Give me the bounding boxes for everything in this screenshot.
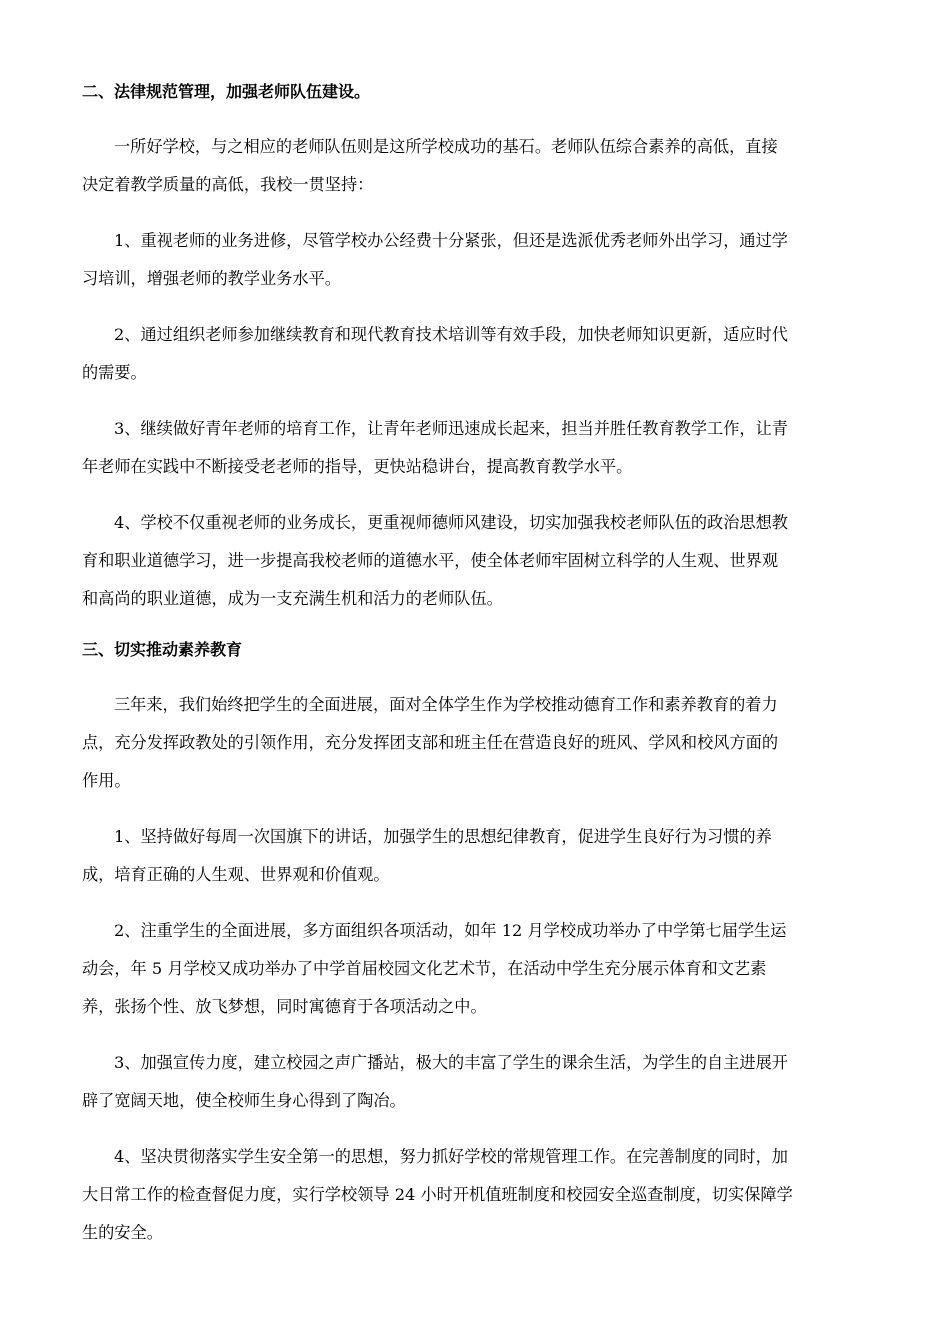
- paragraph-line: 三年来，我们始终把学生的全面进展，面对全体学生作为学校推动德育工作和素养教育的着力: [114, 695, 778, 714]
- paragraph-line: 作用。: [82, 771, 131, 790]
- section-heading: 二、法律规范管理，加强老师队伍建设。: [82, 82, 371, 101]
- paragraph: [82, 1044, 866, 1120]
- paragraph-line: 习培训，增强老师的教学业务水平。: [82, 269, 341, 288]
- paragraph-line: 大日常工作的检查督促力度，实行学校领导 24 小时开机值班制度和校园安全巡查制度，切实保障学: [82, 1185, 793, 1204]
- paragraph-line: 年老师在实践中不断接受老老师的指导，更快站稳讲台，提高教育教学水平。: [82, 457, 633, 476]
- paragraph-line: 决定着教学质量的高低，我校一贯坚持：: [82, 175, 374, 194]
- paragraph-line: 2、通过组织老师参加继续教育和现代教育技术培训等有效手段，加快老师知识更新，适应时代: [114, 325, 788, 344]
- paragraph: [82, 410, 866, 486]
- paragraph: [82, 912, 866, 1026]
- paragraph: [82, 686, 866, 800]
- paragraph-line: 动会，年 5 月学校又成功举办了中学首届校园文化艺术节，在活动中学生充分展示体育和文艺素: [82, 959, 767, 978]
- paragraph-line: 的需要。: [82, 363, 147, 382]
- paragraph: [82, 222, 866, 298]
- section-heading: 三、切实推动素养教育: [82, 640, 243, 659]
- paragraph: [82, 504, 866, 618]
- paragraph-line: 4、坚决贯彻落实学生安全第一的思想，努力抓好学校的常规管理工作。在完善制度的同时，加: [114, 1147, 788, 1166]
- paragraph-line: 3、加强宣传力度，建立校园之声广播站，极大的丰富了学生的课余生活，为学生的自主进展开: [114, 1053, 788, 1072]
- paragraph-line: 辟了宽阔天地，使全校师生身心得到了陶冶。: [82, 1091, 406, 1110]
- paragraph-line: 一所好学校，与之相应的老师队伍则是这所学校成功的基石。老师队伍综合素养的高低，直接: [114, 137, 778, 156]
- paragraph: [82, 818, 866, 894]
- document-page: [82, 78, 866, 1270]
- paragraph-line: 养，张扬个性、放飞梦想，同时寓德育于各项活动之中。: [82, 997, 487, 1016]
- paragraph: [82, 1138, 866, 1252]
- paragraph-line: 生的安全。: [82, 1223, 163, 1242]
- paragraph-line: 4、学校不仅重视老师的业务成长，更重视师德师风建设，切实加强我校老师队伍的政治思想教: [114, 513, 788, 532]
- paragraph-line: 3、继续做好青年老师的培育工作，让青年老师迅速成长起来，担当并胜任教育教学工作，让青: [114, 419, 788, 438]
- paragraph-line: 1、重视老师的业务进修，尽管学校办公经费十分紧张，但还是选派优秀老师外出学习，通过学: [114, 231, 788, 250]
- paragraph: [82, 128, 866, 204]
- paragraph-line: 成，培育正确的人生观、世界观和价值观。: [82, 865, 390, 884]
- paragraph-line: 育和职业道德学习，进一步提高我校老师的道德水平，使全体老师牢固树立科学的人生观、世界观: [82, 551, 779, 570]
- paragraph: [82, 316, 866, 392]
- paragraph-line: 和高尚的职业道德，成为一支充满生机和活力的老师队伍。: [82, 589, 503, 608]
- paragraph-line: 2、注重学生的全面进展，多方面组织各项活动，如年 12 月学校成功举办了中学第七届学生运: [114, 921, 787, 940]
- paragraph-line: 1、坚持做好每周一次国旗下的讲话，加强学生的思想纪律教育，促进学生良好行为习惯的养: [114, 827, 772, 846]
- paragraph-line: 点，充分发挥政教处的引领作用，充分发挥团支部和班主任在营造良好的班风、学风和校风方面的: [82, 733, 779, 752]
